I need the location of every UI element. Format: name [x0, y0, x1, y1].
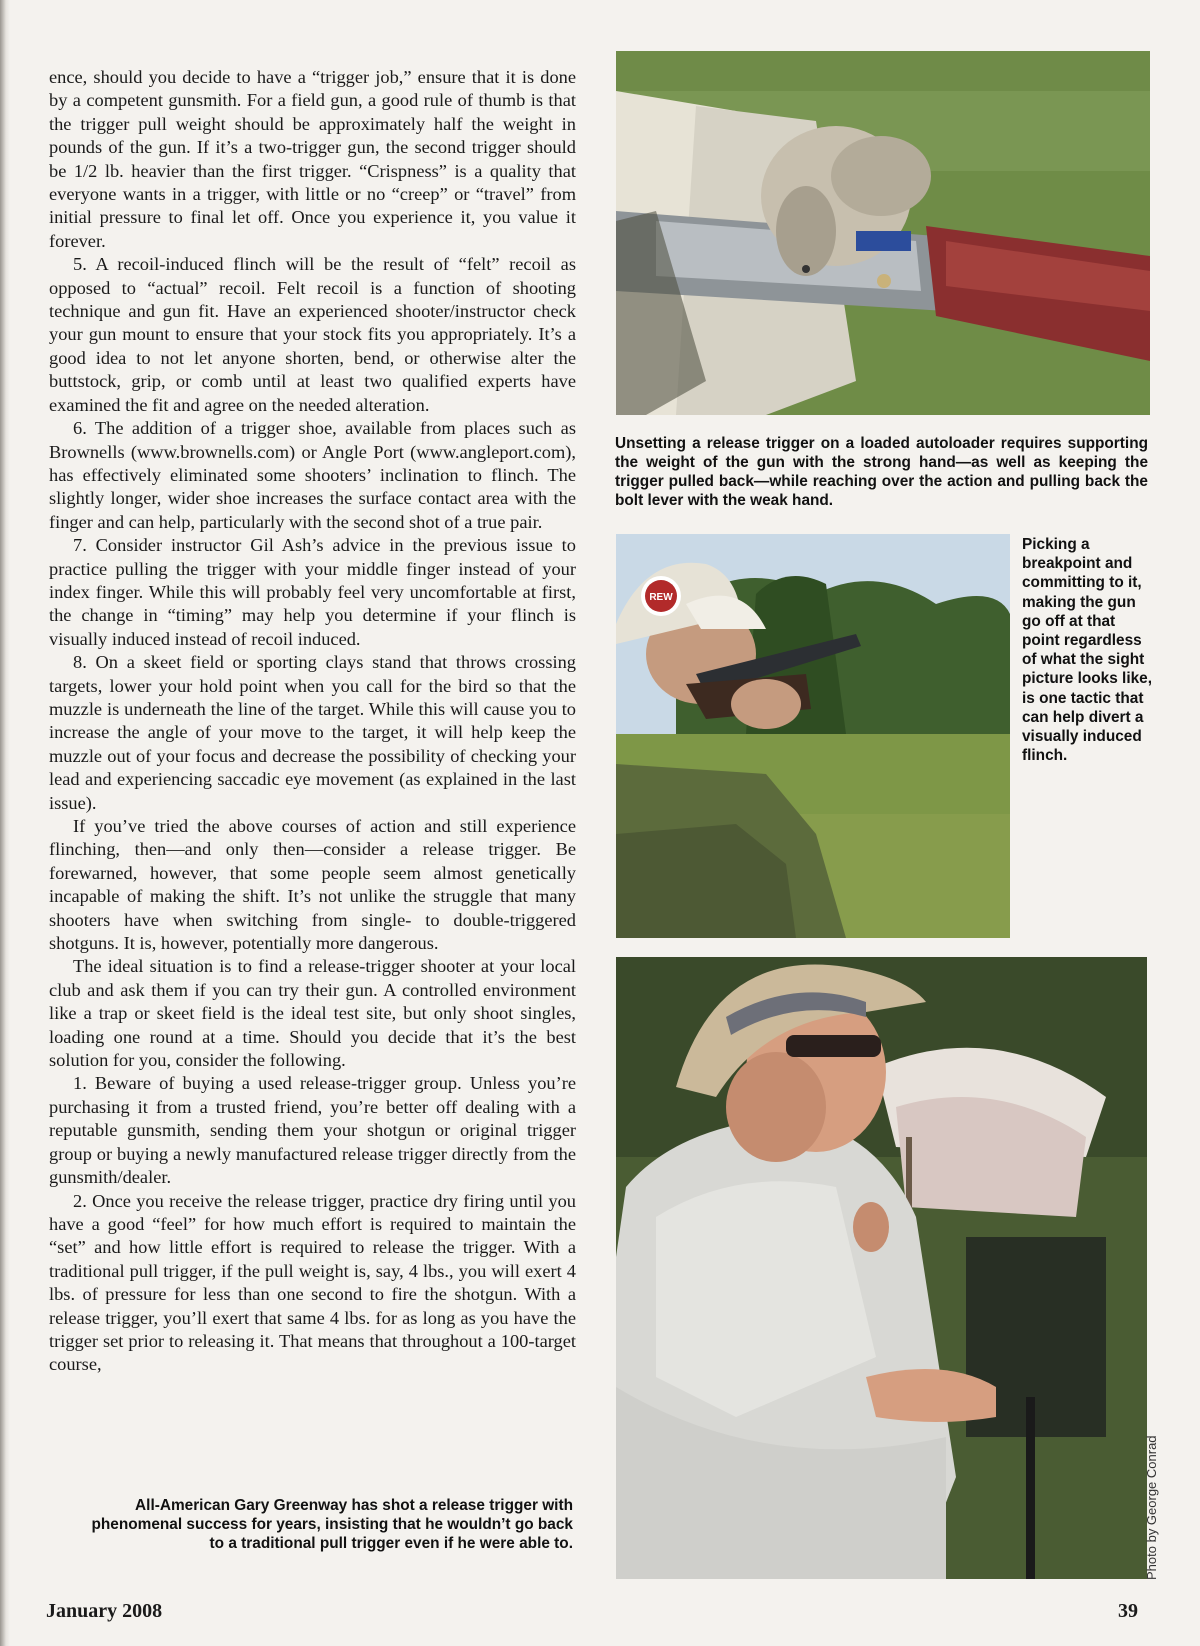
- body-paragraph: 1. Beware of buying a used release-trigger group. Unless you’re purchasing it from a trusted friend, you’re better off dealing with a reputable gunsmith, sending them your shotgun or original trigger group or buying a newly manufactured release trigger directly from the gunsmith/dealer.: [49, 1073, 576, 1188]
- cap-logo-text: REW: [649, 592, 673, 603]
- page-binding-shadow: [0, 0, 10, 1646]
- caption-autoloader: Unsetting a release trigger on a loaded autoloader requires supporting the weight of the gun with the strong hand—as well as keeping the trigger pulled back—while reaching over the action and pulling back the bolt lever with the weak hand.: [615, 435, 1148, 509]
- photo-credit: Photo by George Conrad: [1144, 1435, 1159, 1580]
- caption-breakpoint: Picking a breakpoint and committing to it, making the gun go off at that point regardless of what the sight picture looks like, is one tactic that can help divert a visually induced flinch.: [1022, 536, 1153, 765]
- body-paragraph: 5. A recoil-induced flinch will be the result of “felt” recoil as opposed to “actual” recoil. Felt recoil is a function of shooting technique and gun fit. Have an experienced shooter/instructor check your gun mount to ensure that your stock fits you appropriately. It’s a good idea to not let anyone shorten, bend, or otherwise alter the buttstock, grip, or comb until at least two qualified experts have examined the fit and agree on the needed alteration.: [49, 254, 576, 415]
- caption-greenway: All-American Gary Greenway has shot a release trigger with phenomenal success for years, insisting that he wouldn’t go back to a traditional pull trigger even if he were able to.: [91, 1497, 573, 1552]
- body-paragraph: 7. Consider instructor Gil Ash’s advice in the previous issue to practice pulling the trigger with your middle finger instead of your index finger. While this will probably feel very uncomfortable at first, the change in “timing” may help you determine if your flinch is visually induced instead of recoil induced.: [49, 535, 576, 649]
- body-paragraph: ence, should you decide to have a “trigger job,” ensure that it is done by a competent gunsmith. For a field gun, a good rule of thumb is that the trigger pull weight should be approximately half the weight in pounds of the gun. If it’s a two-trigger gun, the second trigger should be 1/2 lb. heavier than the first trigger. “Crispness” is a quality that everyone wants in a trigger, with little or no “creep” or “travel” from initial pressure to final let off. Once you experience it, you value it forever.: [49, 67, 576, 251]
- body-paragraph: If you’ve tried the above courses of action and still experience flinching, then—and only then—consider a release trigger. Be forewarned, however, that some people seem almost genetically incapable of making the shift. It’s not unlike the struggle that many shooters have when switching from single- to double-triggered shotguns. It is, however, potentially more dangerous.: [49, 816, 576, 954]
- body-paragraph: 8. On a skeet field or sporting clays stand that throws crossing targets, lower your hold point when you call for the bird so that the muzzle is underneath the line of the target. While this will cause you to increase the angle of your move to the target, it will help keep the muzzle out of your focus and decrease the possibility of checking your lead and experiencing saccadic eye movement (as explained in the last issue).: [49, 652, 576, 813]
- page-number: 39: [1118, 1600, 1138, 1622]
- article-body: [49, 66, 576, 1377]
- photo-shooter-illustration: [616, 534, 1010, 938]
- photo-greenway-illustration: [616, 957, 1147, 1579]
- photo-autoloader-action: [616, 51, 1150, 415]
- photo-shooter-aiming: [616, 534, 1010, 938]
- photo-gary-greenway: [616, 957, 1147, 1579]
- footer-issue-date: January 2008: [46, 1600, 163, 1622]
- body-paragraph: 2. Once you receive the release trigger, practice dry firing until you have a good “feel” for how much effort is required to maintain the “set” and how little effort is required to release the trigger. With a traditional pull trigger, if the pull weight is, say, 4 lbs., you will exert 4 lbs. of pressure for less than one second to fire the shotgun. With a release trigger, you’ll exert that same 4 lbs. for as long as you have the trigger set prior to releasing it. That means that throughout a 100-target course,: [49, 1190, 576, 1375]
- body-paragraph: 6. The addition of a trigger shoe, available from places such as Brownells (www.brownells.com) or Angle Port (www.angleport.com), has effectively eliminated some shooters’ inclination to flinch. The slightly longer, wider shoe increases the surface contact area with the finger and can help, particularly with the second shot of a true pair.: [49, 418, 576, 532]
- body-paragraph: The ideal situation is to find a release-trigger shooter at your local club and ask them if you can try their gun. A controlled environment like a trap or skeet field is the ideal test site, but only shoot singles, loading one round at a time. Should you decide that it’s the best solution for you, consider the following.: [49, 956, 576, 1071]
- photo-autoloader-illustration: [616, 51, 1150, 415]
